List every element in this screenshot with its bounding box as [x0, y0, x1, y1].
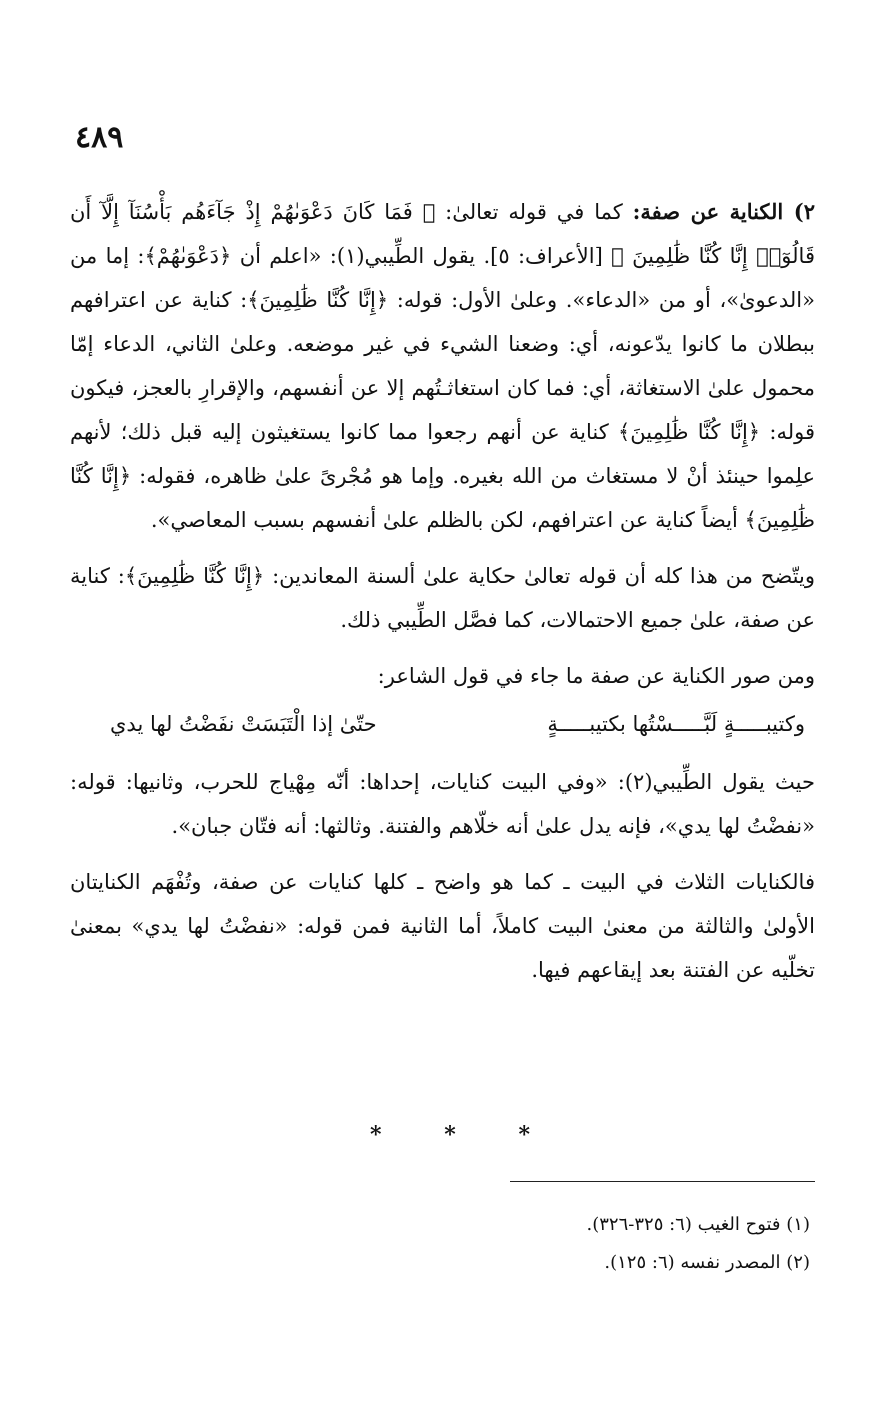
paragraph-4: حيث يقول الطِّيبي(٢): «وفي البيت كنايات، إحداها: أنّه مِهْياج للحرب، وثانيها: قوله: «نفضْتُ لها يدي»، فإنه يدل علىٰ أنه خلّاهم والفتنة. وثالثها: أنه فتّان جبان». — [70, 770, 815, 838]
separator-star: * — [370, 1122, 382, 1148]
verse-first-hemistich: وكتيبـــــةٍ لَبَّـــــسْتُها بكتيبـــــةٍ — [547, 712, 805, 736]
paragraph-2: ويتّضح من هذا كله أن قوله تعالىٰ حكاية علىٰ ألسنة المعاندين: ﴿إِنَّا كُنَّا ظَٰلِمِينَ﴾: كناية عن صفة، علىٰ جميع الاحتمالات، كما فصَّل الطِّيبي ذلك. — [70, 564, 815, 632]
footnotes — [400, 1206, 810, 1282]
footnote-1: (١) فتوح الغيب (٦: ٣٢٥-٣٢٦). — [586, 1214, 810, 1235]
main-text — [70, 190, 815, 1004]
paragraph-body: كما في قوله تعالىٰ: ﴿ فَمَا كَانَ دَعْوَىٰهُمْ إِذْ جَآءَهُم بَأْسُنَآ إِلَّآ أَن قَالُوٓا۟ إِنَّا كُنَّا ظَٰلِمِينَ ﴾ [الأعراف: ٥]. يقول الطِّيبي(١): «اعلم أن ﴿دَعْوَىٰهُمْ﴾: إما من «الدعوىٰ»، أو من «الدعاء». وعلىٰ الأول: قوله: ﴿إِنَّا كُنَّا ظَٰلِمِينَ﴾: كناية عن اعترافهم ببطلان ما كانوا يدّعونه، أي: وضعنا الشيء في غير موضعه. وعلىٰ الثاني، الدعاء إمّا محمول علىٰ الاستغاثة، أي: فما كان استغاثـتُهم إلا عن أنفسهم، والإقرارِ بالعجز، فيكون قوله: ﴿إِنَّا كُنَّا ظَٰلِمِينَ﴾ كناية عن أنهم رجعوا مما كانوا يستغيثون إليه قبل ذلك؛ لأنهم علِموا حينئذ أنْ لا مستغاث من الله بغيره. وإما هو مُجْرىً علىٰ ظاهره، فقوله: ﴿إِنَّا كُنَّا ظَٰلِمِينَ﴾ أيضاً كناية عن اعترافهم، لكن بالظلم علىٰ أنفسهم بسبب المعاصي». — [70, 200, 815, 532]
paragraph-3: ومن صور الكناية عن صفة ما جاء في قول الشاعر: — [377, 664, 815, 688]
footnote-divider — [510, 1181, 815, 1182]
footnote-2: (٢) المصدر نفسه (٦: ١٢٥). — [604, 1252, 810, 1273]
verse-second-hemistich: حتّىٰ إذا الْتَبَسَتْ نفَضْتُ لها يدي — [110, 712, 377, 736]
paragraph-heading: ٢) الكناية عن صفة: — [632, 199, 815, 224]
poetry-verse — [110, 702, 805, 746]
paragraph-5: فالكنايات الثلاث في البيت ـ كما هو واضح ـ كلها كنايات عن صفة، وتُفْهَم الكنايتان الأولىٰ والثالثة من معنىٰ البيت كاملاً، أما الثانية فمن قوله: «نفضْتُ لها يدي» بمعنىٰ تخلّيه عن الفتنة بعد إيقاعهم فيها. — [70, 870, 815, 982]
section-separator — [370, 1122, 530, 1148]
page-number: ٤٨٩ — [75, 120, 124, 155]
paragraph-1 — [70, 190, 815, 542]
separator-star: * — [444, 1122, 456, 1148]
separator-star: * — [518, 1122, 530, 1148]
